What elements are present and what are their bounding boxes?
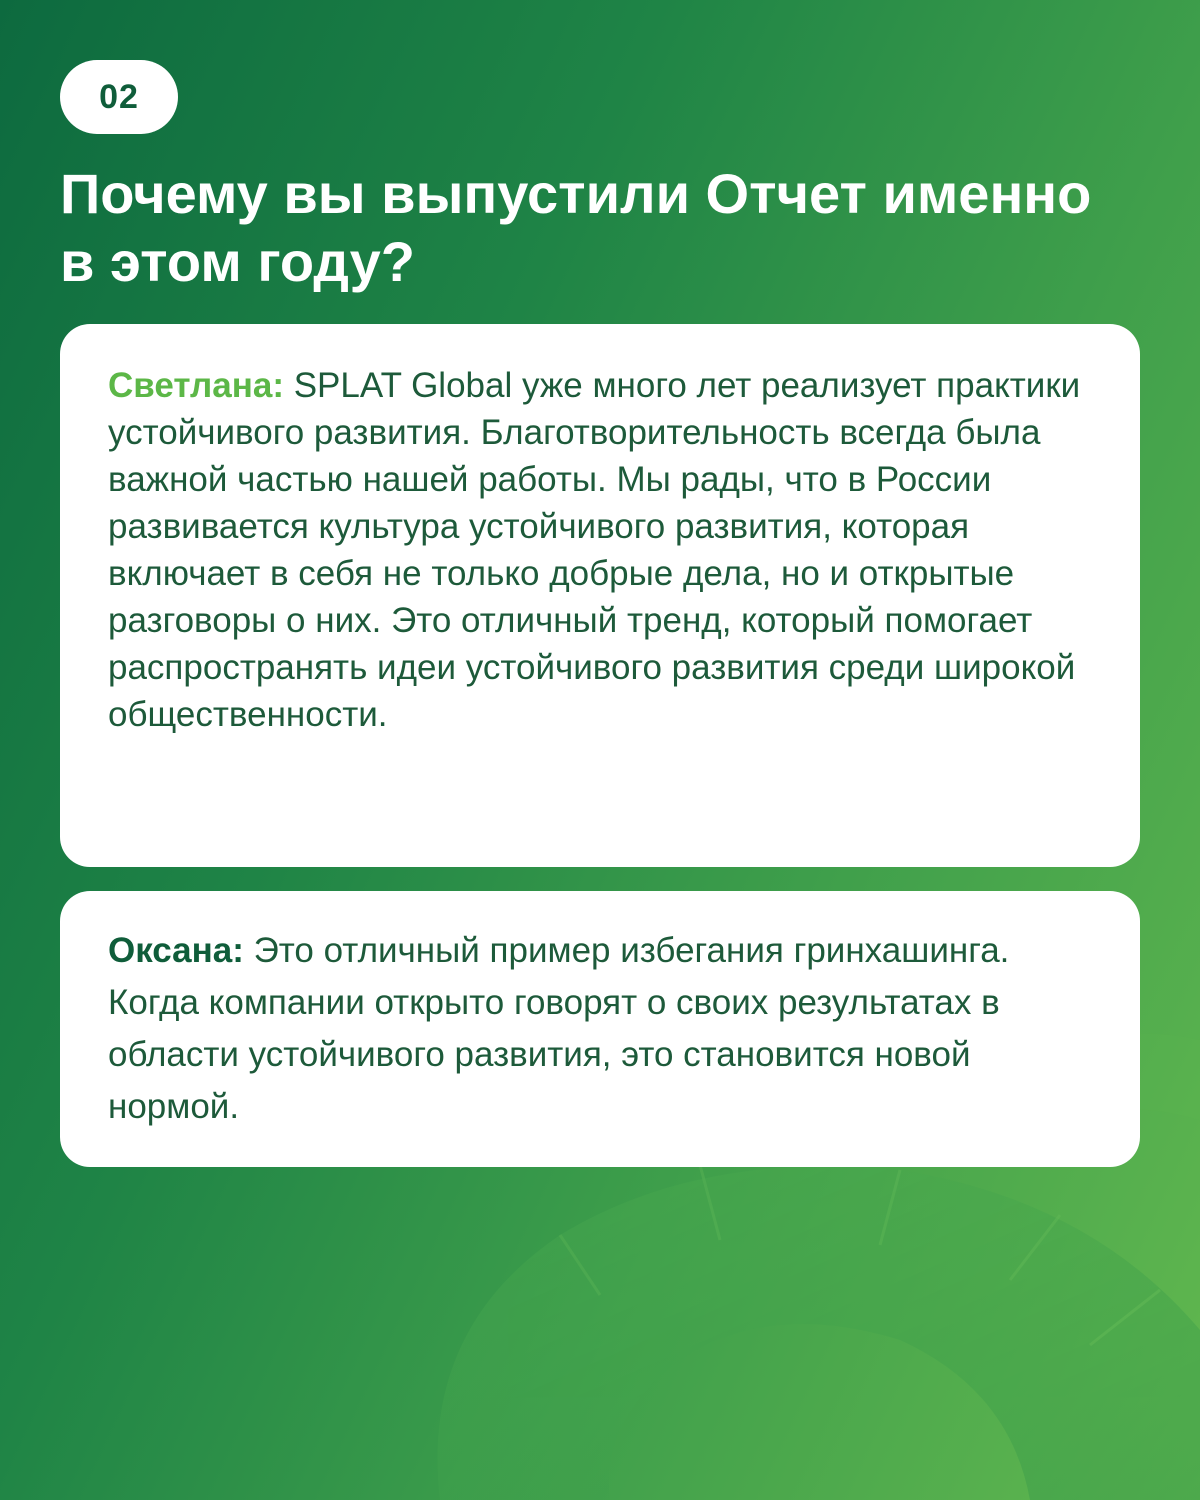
quote-body: Это отличный пример избегания гринхашинга. Когда компании открыто говорят о своих результатах в области устойчивого развития, это становится новой нормой. [108, 931, 1010, 1126]
title-line-1: Почему вы выпустили Отчет именно [60, 162, 1092, 225]
step-number: 02 [99, 77, 139, 116]
speaker-name: Светлана: [108, 366, 284, 405]
step-number-badge [60, 60, 178, 134]
quote-card-oksana [60, 891, 1140, 1167]
title-line-2: в этом году? [60, 230, 415, 293]
quote-text [108, 362, 1092, 738]
speaker-name: Оксана: [108, 931, 244, 970]
quote-card-svetlana [60, 324, 1140, 867]
quote-body: SPLAT Global уже много лет реализует практики устойчивого развития. Благотворительность всегда была важной частью нашей работы. Мы рады, что в России развивается культура устойчивого развития, которая включает в себя не только добрые дела, но и открытые разговоры о них. Это отличный тренд, который помогает распространять идеи устойчивого развития среди широкой общественности. [108, 366, 1081, 734]
quote-text [108, 925, 1092, 1133]
page-title [60, 160, 1160, 296]
